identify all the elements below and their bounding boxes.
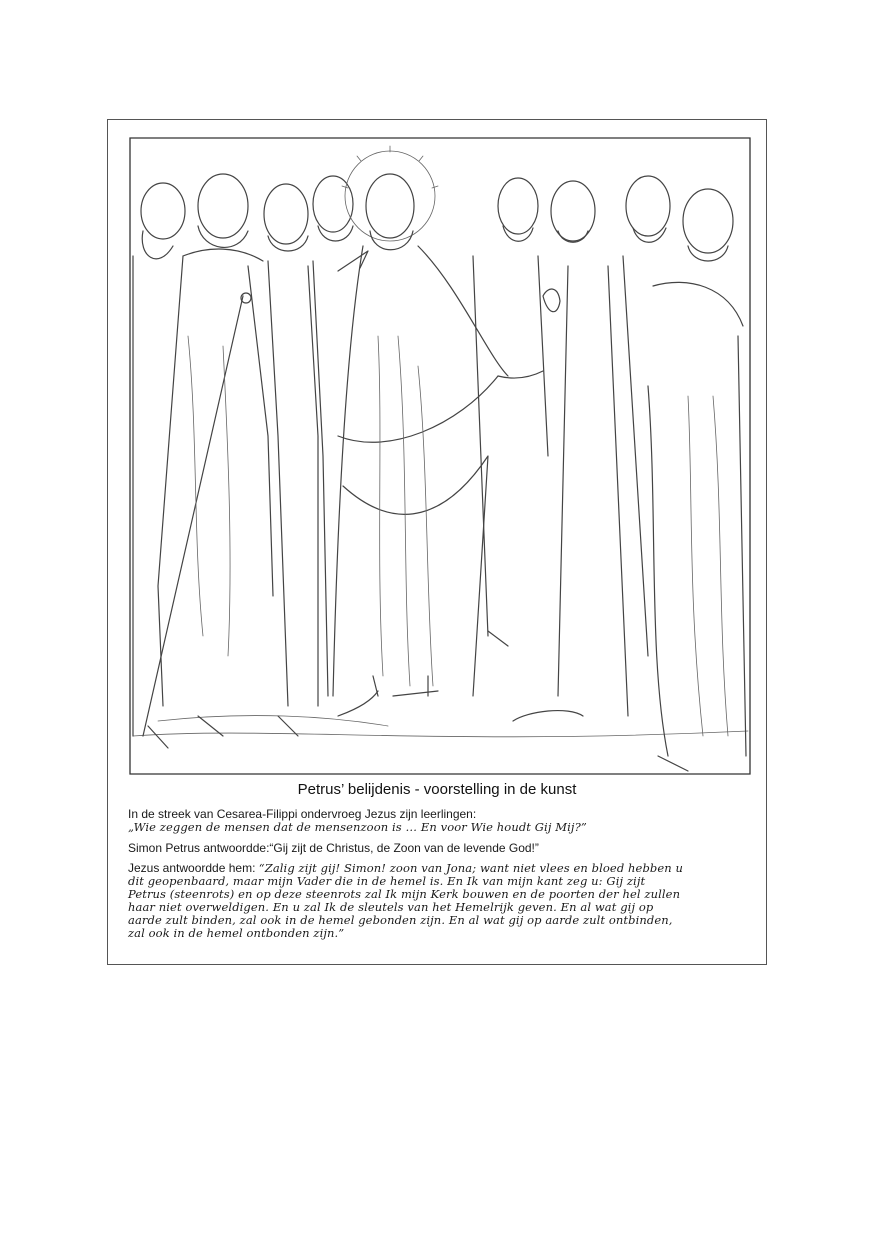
jesus-answer-line: aarde zult binden, zal ook in de hemel gebonden zijn. En al wat gij op aarde zult ontbinden, (128, 913, 673, 927)
jesus-paragraph (128, 862, 758, 940)
jesus-answer-line: dit geopenbaard, maar mijn Vader die in de hemel is. En Ik van mijn kant zeg u: Gij zijt (128, 874, 646, 888)
intro-paragraph (128, 808, 758, 834)
jesus-answer-line: zal ook in de hemel ontbonden zijn.” (128, 926, 345, 940)
jesus-prefix: Jezus antwoordde hem: (128, 861, 256, 875)
figure-left-1 (133, 183, 185, 736)
figure-right-4 (648, 189, 746, 771)
jesus-answer-line: Petrus (steenrots) en op deze steenrots zal Ik mijn Kerk bouwen en de poorten der hel zullen (128, 887, 681, 901)
figure-christ (333, 146, 543, 716)
question-quote: „Wie zeggen de mensen dat de mensenzoon is … En voor Wie houdt Gij Mij?” (128, 820, 587, 834)
peter-answer: “Gij zijt de Christus, de Zoon van de levende God!” (269, 841, 539, 855)
peter-paragraph (128, 842, 758, 855)
figure-left-4 (313, 176, 368, 696)
figure-left-3 (264, 184, 318, 736)
figure-left-2 (143, 174, 273, 748)
illustration (128, 136, 752, 776)
figure-right-3 (623, 176, 670, 656)
intro-text: In de streek van Cesarea-Filippi ondervroeg Jezus zijn leerlingen: (128, 807, 477, 821)
illustration-caption: Petrus’ belijdenis - voorstelling in de kunst (297, 781, 577, 798)
peter-prefix: Simon Petrus antwoordde: (128, 841, 270, 855)
jesus-answer-line: “Zalig zijt gij! Simon! zoon van Jona; want niet vlees en bloed hebben u (258, 861, 684, 875)
jesus-answer-line: haar niet overweldigen. En u zal Ik de sleutels van het Hemelrijk geven. En al wat gij op (128, 900, 654, 914)
figure-right-2 (513, 181, 628, 721)
figure-right-1 (473, 178, 548, 646)
